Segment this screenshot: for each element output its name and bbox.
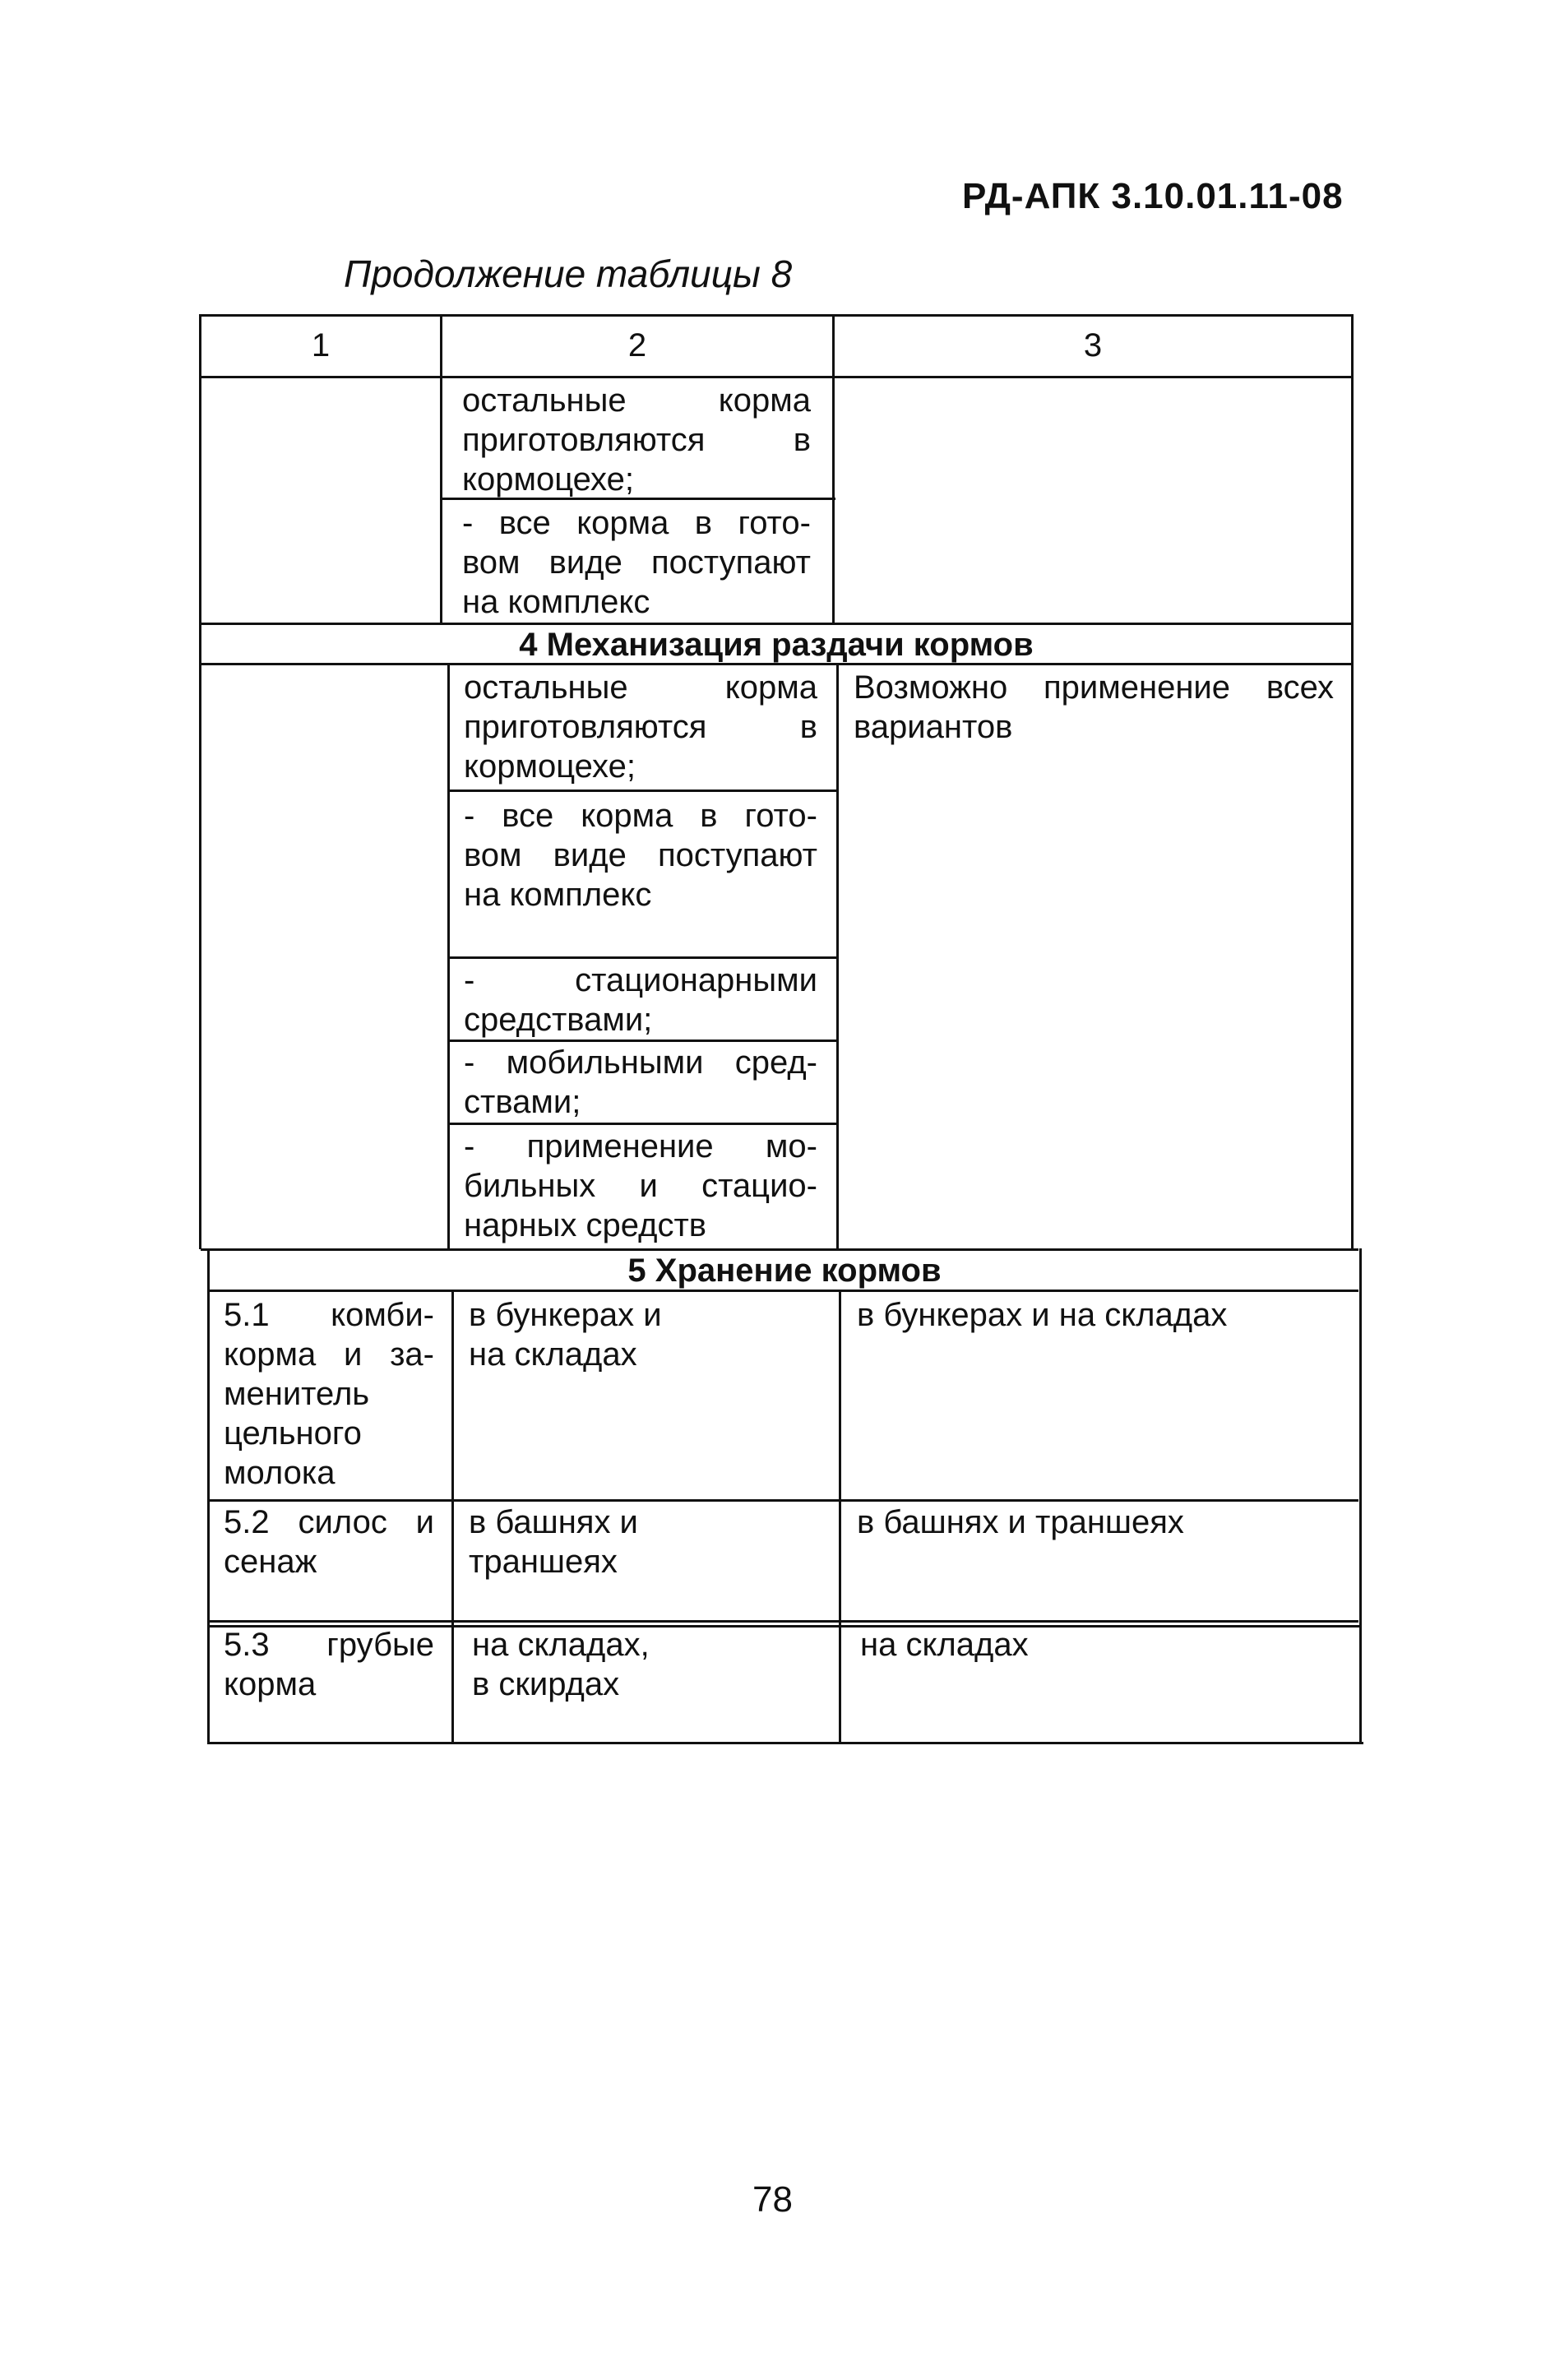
cell-text: - применение мо- (464, 1128, 817, 1165)
rule (207, 1620, 1358, 1623)
cell-text: ствами; (464, 1084, 581, 1120)
cell-text: цельного (224, 1415, 362, 1452)
cell-text: на складах (469, 1336, 637, 1373)
rule (447, 1040, 837, 1042)
cell-text: 5.3 грубые (224, 1627, 434, 1663)
cell-text: корма (224, 1666, 317, 1702)
rule (447, 663, 450, 1249)
section-title-4: 4 Механизация раздачи кормов (519, 627, 1034, 663)
rule (1351, 314, 1354, 1249)
rule (199, 376, 1354, 378)
rule (1359, 1248, 1362, 1743)
page-number: 78 (752, 2179, 793, 2220)
cell-text: корма и за- (224, 1336, 434, 1373)
cell-text: - все корма в гото- (464, 798, 817, 834)
document-code: РД-АПК 3.10.01.11-08 (962, 176, 1344, 216)
cell-text: - стационарными (464, 962, 817, 998)
rule (199, 314, 201, 1249)
rule (836, 663, 839, 1249)
col-header-2: 2 (627, 327, 647, 363)
cell-text: - мобильными сред- (464, 1044, 817, 1081)
cell-text: сенаж (224, 1544, 317, 1580)
cell-text: Возможно применение всех (854, 669, 1334, 706)
cell-text: вариантов (854, 709, 1013, 745)
cell-text: молока (224, 1455, 336, 1491)
cell-text: на комплекс (464, 877, 652, 913)
cell-text: траншеях (469, 1544, 618, 1580)
table-caption: Продолжение таблицы 8 (344, 252, 793, 295)
cell-text: 5.1 комби- (224, 1297, 434, 1333)
cell-text: на складах, (472, 1627, 650, 1663)
col-header-1: 1 (311, 327, 331, 363)
cell-text: вом виде поступают (464, 837, 817, 873)
cell-text: приготовляются в (464, 709, 817, 745)
cell-text: 5.2 силос и (224, 1504, 434, 1540)
cell-text: приготовляются в (462, 422, 811, 458)
rule (207, 1499, 1358, 1502)
rule (447, 1123, 837, 1125)
cell-text: средствами; (464, 1002, 653, 1038)
cell-text: нарных средств (464, 1207, 707, 1243)
cell-text: в бункерах и (469, 1297, 662, 1333)
cell-text: остальные корма (464, 669, 817, 706)
rule (207, 1742, 1363, 1744)
col-header-3: 3 (1083, 327, 1103, 363)
cell-text: вом виде поступают (462, 544, 811, 581)
cell-text: кормоцехе; (464, 748, 636, 785)
cell-text: на складах (860, 1627, 1029, 1663)
rule (447, 956, 837, 959)
cell-text: в башнях и (469, 1504, 638, 1540)
rule (451, 1290, 454, 1743)
rule (207, 1248, 210, 1743)
cell-text: менитель (224, 1376, 370, 1412)
cell-text: в башнях и траншеях (857, 1504, 1184, 1540)
cell-text: кормоцехе; (462, 461, 634, 498)
rule (839, 1290, 841, 1743)
cell-text: в скирдах (472, 1666, 620, 1702)
cell-text: - все корма в гото- (462, 505, 811, 541)
cell-text: остальные корма (462, 382, 811, 419)
section-title-5: 5 Хранение кормов (627, 1253, 942, 1289)
cell-text: в бункерах и на складах (857, 1297, 1228, 1333)
cell-text: на комплекс (462, 584, 650, 620)
rule (447, 789, 837, 792)
cell-text: бильных и стацио- (464, 1168, 817, 1204)
